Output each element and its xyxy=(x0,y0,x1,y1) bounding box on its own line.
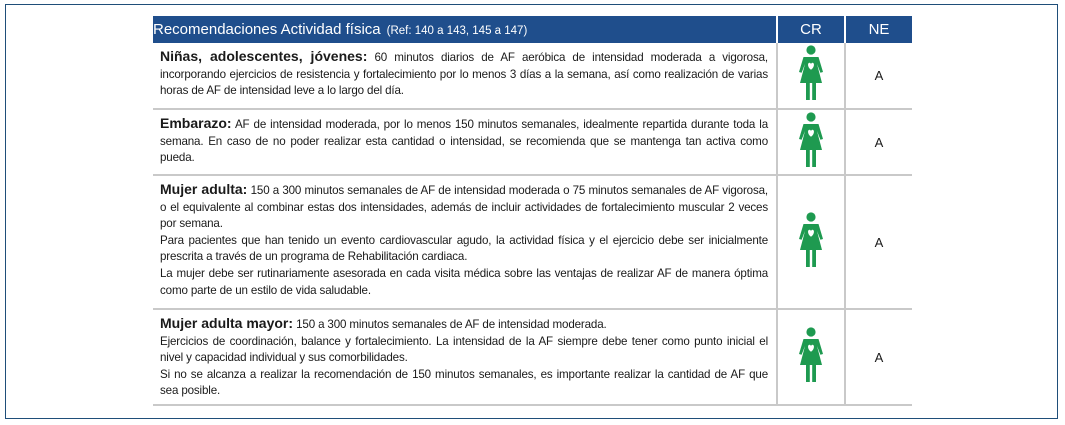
table-title: Recomendaciones Actividad física xyxy=(153,21,381,38)
table-header xyxy=(153,16,912,43)
evidence-level: A xyxy=(845,43,912,109)
table-row xyxy=(153,43,912,109)
table-row xyxy=(153,109,912,175)
cr-cell xyxy=(777,109,845,175)
cr-cell xyxy=(777,175,845,309)
woman-heart-icon xyxy=(798,45,824,106)
paragraph-text: AF de intensidad moderada, por lo menos 150 minutos semanales, idealmente repartida durante toda la semana. En caso de no poder realizar esta cantidad o intensidad, se recomienda que se mantenga tan activa como pueda. xyxy=(160,118,768,165)
group-term: Mujer adulta: xyxy=(160,181,248,197)
group-term: Niñas, adolescentes, jóvenes: xyxy=(160,48,368,64)
paragraph: La mujer debe ser rutinariamente asesorada en cada visita médica sobre las ventajas de realizar AF de manera óptima como parte de un estilo de vida saludable. xyxy=(160,266,768,297)
paragraph xyxy=(160,315,768,334)
cr-cell xyxy=(777,43,845,109)
group-term: Mujer adulta mayor: xyxy=(160,315,294,331)
evidence-level: A xyxy=(845,109,912,175)
table-row xyxy=(153,175,912,309)
paragraph-text: 60 minutos diarios de AF aeróbica de intensidad moderada a vigorosa, incorporando ejercicios de resistencia y fortalecimiento por lo menos 3 días a la semana, así como realización de varias horas de AF de intensidad leve a lo largo del día. xyxy=(160,51,768,98)
paragraph-text: 150 a 300 minutos semanales de AF de intensidad moderada. xyxy=(293,318,607,331)
recommendation-text xyxy=(153,109,777,175)
paragraph: Ejercicios de coordinación, balance y fortalecimiento. La intensidad de la AF siempre debe tener como punto inicial el nivel y capacidad individual y sus comorbilidades. xyxy=(160,334,768,365)
woman-heart-icon xyxy=(798,112,824,173)
paragraph: Si no se alcanza a realizar la recomendación de 150 minutos semanales, es importante realizar la cantidad de AF que sea posible. xyxy=(160,367,768,398)
table-row xyxy=(153,309,912,405)
evidence-level: A xyxy=(845,175,912,309)
header-title-cell xyxy=(153,16,777,43)
paragraph: Para pacientes que han tenido un evento cardiovascular agudo, la actividad física y el ejercicio debe ser inicialmente prescrita a través de un programa de Rehabilitación cardiaca. xyxy=(160,233,768,264)
recommendation-text xyxy=(153,43,777,109)
paragraph-text: 150 a 300 minutos semanales de AF de intensidad moderada o 75 minutos semanales de AF vigorosa, o el equivalente al combinar estas dos intensidades, además de incluir actividades de fortalecimiento muscular 2 veces por semana. xyxy=(160,184,768,231)
paragraph xyxy=(160,48,768,100)
evidence-level: A xyxy=(845,309,912,405)
table-reference: (Ref: 140 a 143, 145 a 147) xyxy=(386,25,528,37)
recommendation-text xyxy=(153,175,777,309)
paragraph xyxy=(160,115,768,167)
recommendations-table xyxy=(153,16,912,406)
cr-cell xyxy=(777,309,845,405)
column-header-ne: NE xyxy=(845,16,912,43)
group-term: Embarazo: xyxy=(160,115,232,131)
paragraph xyxy=(160,181,768,233)
column-header-cr: CR xyxy=(777,16,845,43)
woman-heart-icon xyxy=(798,212,824,273)
recommendation-text xyxy=(153,309,777,405)
woman-heart-icon xyxy=(798,327,824,388)
